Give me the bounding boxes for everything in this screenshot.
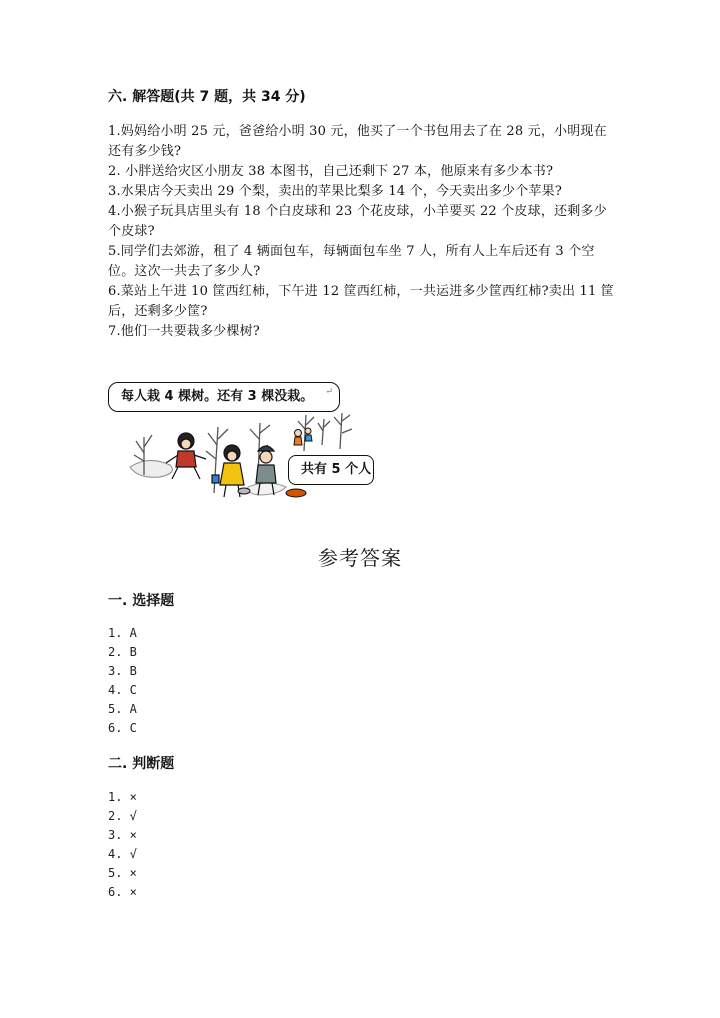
question-1: 1.妈妈给小明 25 元，爸爸给小明 30 元，他买了一个书包用去了在 28 元，小明现在还有多少钱? (108, 124, 607, 159)
choice-answer: 4. C (108, 683, 137, 697)
choice-answer: 5. A (108, 702, 137, 716)
question-list (108, 122, 614, 342)
question-5: 5.同学们去郊游，租了 4 辆面包车，每辆面包车坐 7 人，所有人上车后还有 3 个空位。这次一共去了多少人? (108, 244, 595, 279)
question-4: 4.小猴子玩具店里头有 18 个白皮球和 23 个花皮球，小羊要买 22 个皮球，还剩多少个皮球? (108, 204, 607, 239)
judge-answer: 2. √ (108, 809, 137, 823)
judge-answer: 4. √ (108, 847, 137, 861)
section-six-title: 六. 解答题(共 7 题，共 34 分) (108, 89, 306, 105)
judge-answer: 1. × (108, 790, 137, 804)
judge-answer: 3. × (108, 828, 137, 842)
section-one-title: 一. 选择题 (108, 593, 175, 609)
choice-answer: 1. A (108, 626, 137, 640)
speech-bubble-top (108, 382, 340, 412)
choice-answer: 6. C (108, 721, 137, 735)
question-6: 6.菜站上午进 10 筐西红柿，下午进 12 筐西红柿，一共运进多少筐西红柿?卖出 11 筐后，还剩多少筐? (108, 284, 614, 319)
return-mark: ↵ (325, 387, 333, 397)
judge-answer-list (108, 788, 137, 902)
tree-planting-illustration (108, 375, 378, 505)
question-3: 3.水果店今天卖出 29 个梨，卖出的苹果比梨多 14 个，今天卖出多少个苹果? (108, 184, 562, 199)
question-7: 7.他们一共要栽多少棵树? (108, 324, 260, 339)
choice-answer: 2. B (108, 645, 137, 659)
choice-answer-list (108, 624, 137, 738)
speech-top-text: 每人栽 4 棵树。还有 3 棵没栽。 (121, 389, 314, 404)
judge-answer: 6. × (108, 885, 137, 899)
section-two-title: 二. 判断题 (108, 756, 175, 772)
speech-bubble-right (288, 455, 374, 485)
speech-right-text: 共有 5 个人 (301, 462, 372, 477)
judge-answer: 5. × (108, 866, 137, 880)
question-2: 2. 小胖送给灾区小朋友 38 本图书，自己还剩下 27 本，他原来有多少本书? (108, 164, 554, 179)
choice-answer: 3. B (108, 664, 137, 678)
answer-key-title: 参考答案 (318, 546, 402, 570)
